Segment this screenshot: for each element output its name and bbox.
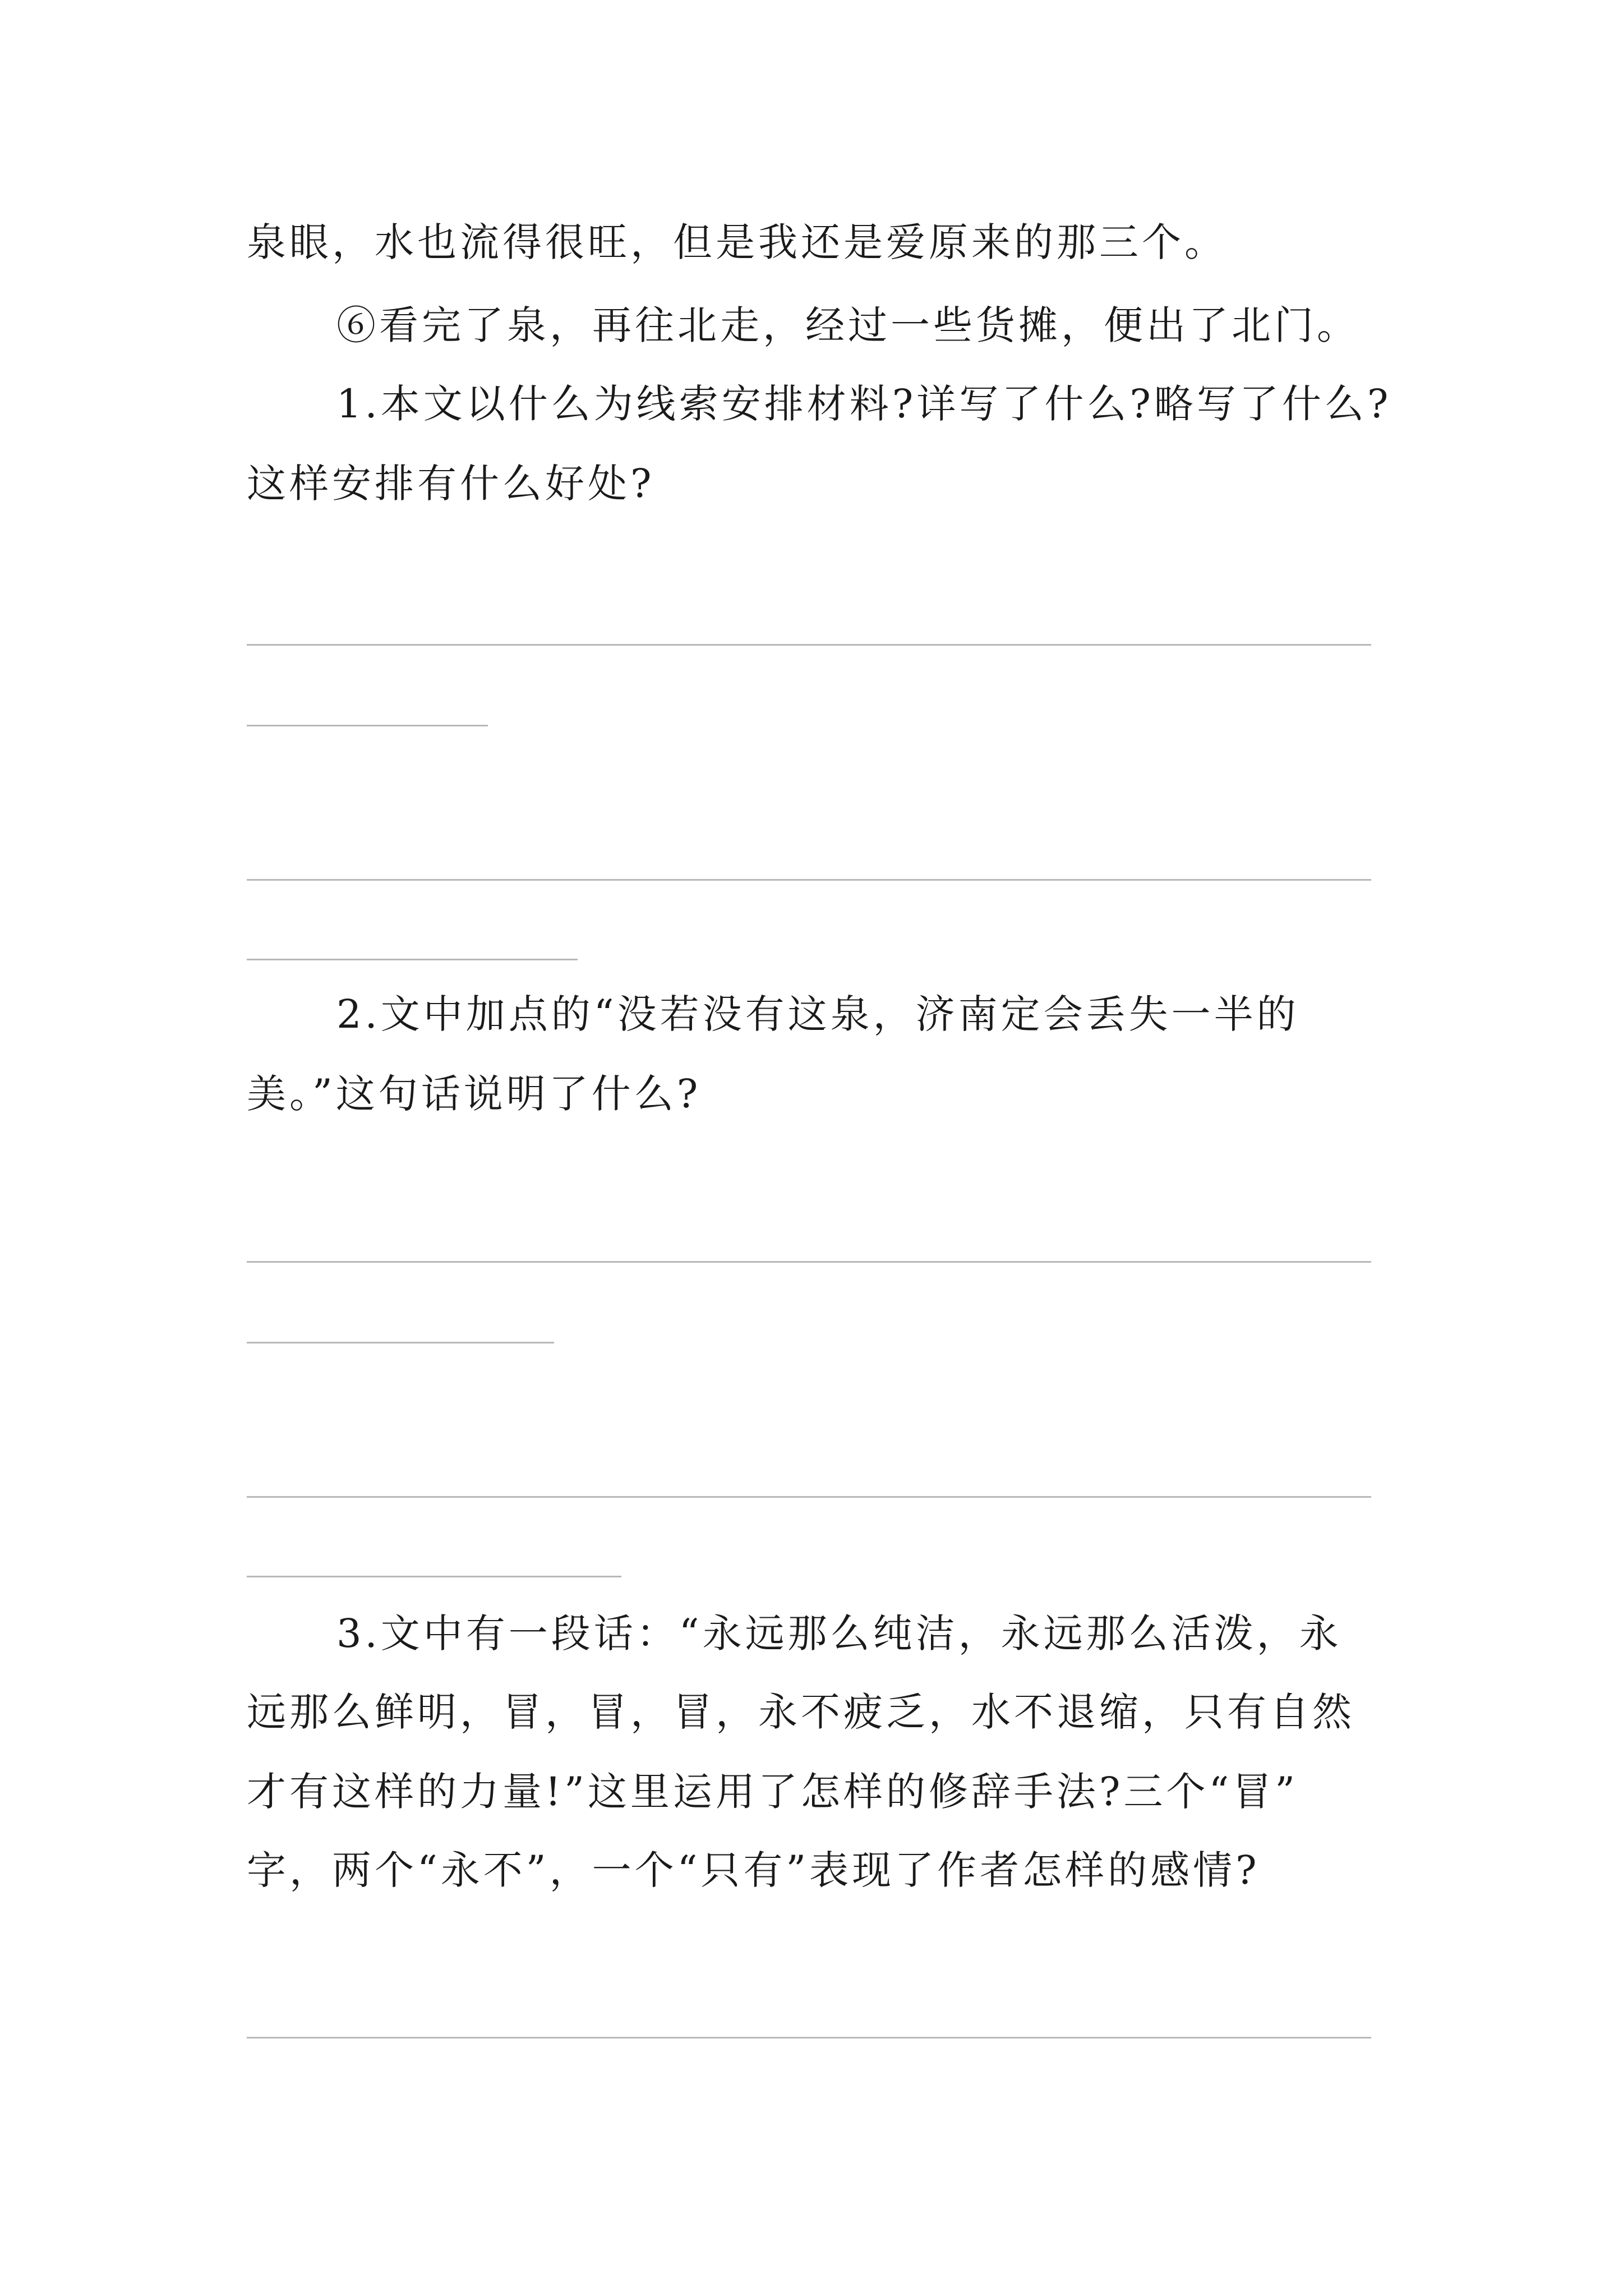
question-3-line: 才有这样的力量!”这里运用了怎样的修辞手法?三个“冒”: [247, 1769, 1299, 1815]
question-1-line: 1.本文以什么为线索安排材料?详写了什么?略写了什么?: [336, 381, 1392, 427]
question-3-line: 字，两个“永不”，一个“只有”表现了作者怎样的感情?: [247, 1847, 1260, 1893]
question-2-line: 美。”这句话说明了什么?: [247, 1071, 702, 1117]
answer-line[interactable]: [247, 879, 1371, 881]
question-3-line: 远那么鲜明，冒，冒，冒，永不疲乏，水不退缩，只有自然: [247, 1689, 1355, 1735]
answer-line[interactable]: [247, 1342, 554, 1343]
passage-line: 泉眼，水也流得很旺，但是我还是爱原来的那三个。: [247, 219, 1227, 265]
passage-line: ⑥看完了泉，再往北走，经过一些货摊，便出了北门。: [336, 302, 1359, 348]
answer-line[interactable]: [247, 1576, 621, 1577]
question-3-line: 3.文中有一段话：“永远那么纯洁，永远那么活泼，永: [336, 1611, 1342, 1657]
question-2-line: 2.文中加点的“没若没有这泉，济南定会丢失一半的: [336, 991, 1299, 1037]
answer-line[interactable]: [247, 1261, 1371, 1263]
question-1-line: 这样安排有什么好处?: [247, 461, 655, 507]
answer-line[interactable]: [247, 959, 578, 960]
answer-line[interactable]: [247, 725, 488, 726]
answer-line[interactable]: [247, 644, 1371, 646]
answer-line[interactable]: [247, 2037, 1371, 2039]
answer-line[interactable]: [247, 1496, 1371, 1498]
